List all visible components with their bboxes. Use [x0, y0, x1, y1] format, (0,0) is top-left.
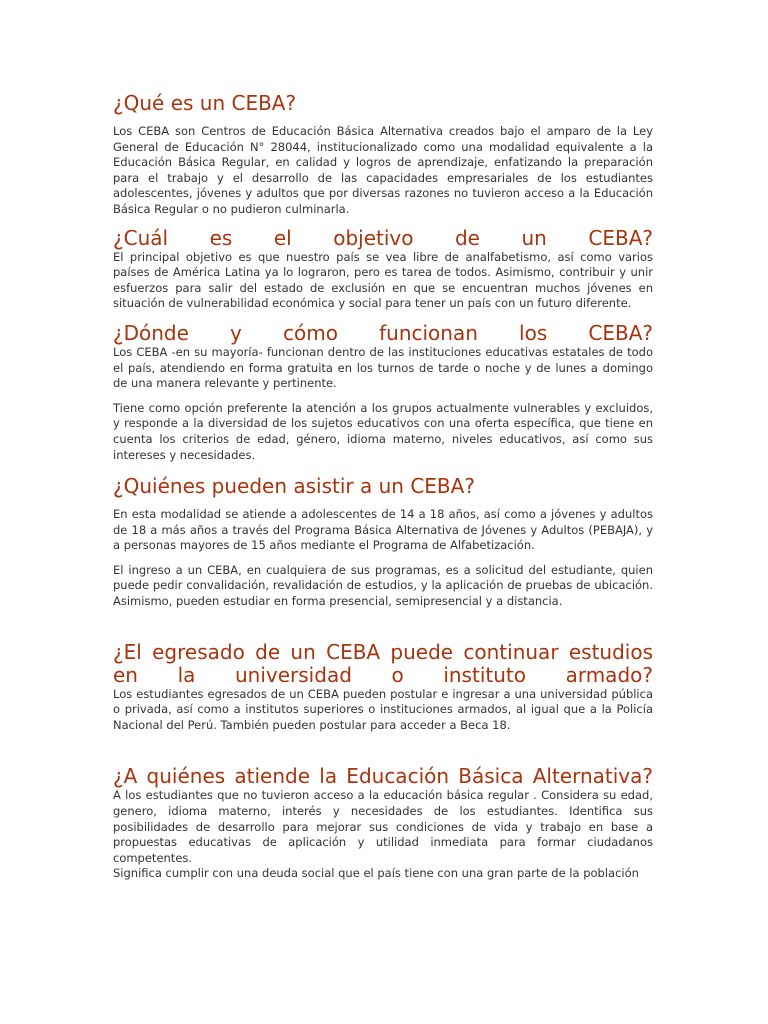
section-heading: ¿Cuál es el objetivo de un CEBA? [113, 225, 653, 250]
section-paragraph: Los estudiantes egresados de un CEBA pueden postular e ingresar a una universidad pública o privada, así como a institutos superiores o instituciones armados, al igual que a la Policía Nacional del Perú. También pueden postular para acceder a Beca 18. [113, 686, 653, 732]
section-paragraph: Significa cumplir con una deuda social que el país tiene con una gran parte de la población [113, 866, 639, 881]
section-paragraph: Los CEBA -en su mayoría- funcionan dentro de las instituciones educativas estatales de todo el país, atendiendo en forma gratuita en los turnos de tarde o noche y de lunes a domingo de una manera relevante y pertinente. [113, 344, 653, 391]
section-paragraph: El ingreso a un CEBA, en cualquiera de sus programas, es a solicitud del estudiante, quien puede pedir convalidación, revalidación de estudios, y la aplicación de pruebas de ubicación. Asimismo, pueden estudiar en forma presencial, semipresencial y a distancia. [113, 562, 653, 609]
section-heading: ¿Qué es un CEBA? [113, 91, 297, 115]
section-paragraph: En esta modalidad se atiende a adolescentes de 14 a 18 años, así como a jóvenes y adultos de 18 a más años a través del Programa Básica Alternativa de Jóvenes y Adultos (PEBAJA), y a personas mayores de 15 años mediante el Programa de Alfabetización. [113, 507, 653, 553]
section-quienes-pueden-asistir [113, 475, 653, 610]
section-heading: ¿El egresado de un CEBA puede continuar estudios en la universidad o instituto armado? [113, 639, 653, 687]
section-a-quienes-atiende [113, 765, 653, 882]
document-page [113, 92, 653, 882]
section-heading: ¿A quiénes atiende la Educación Básica Alternativa? [113, 764, 653, 789]
section-paragraph: A los estudiantes que no tuvieron acceso a la educación básica regular . Considera su edad, genero, idioma materno, interés y necesidades de los estudiantes. Identifica sus posibilidades de desarrollo para mejorar sus condiciones de vida y trabajo en base a propuestas educativas de aplicación y utilidad inmediata para formar ciudadanos competentes. [113, 788, 653, 865]
section-donde-como-funcionan [113, 322, 653, 463]
section-heading: ¿Dónde y cómo funcionan los CEBA? [113, 320, 653, 345]
section-egresado-continuar-estudios [113, 641, 653, 734]
section-paragraph: El principal objetivo es que nuestro país se vea libre de analfabetismo, así como varios países de América Latina ya lo lograron, pero es tarea de todos. Asimismo, contribuir y unir esfuerzos para salir del estado de exclusión en que se encuentran muchos jóvenes en situación de vulnerabilidad económica y social para tener un país con un futuro diferente. [113, 249, 653, 311]
section-paragraph: Los CEBA son Centros de Educación Básica Alternativa creados bajo el amparo de la Ley General de Educación N° 28044, institucionalizado como una modalidad equivalente a la Educación Básica Regular, en calidad y logros de aprendizaje, enfatizando la preparación para el trabajo y el desarrollo de las capacidades empresariales de los estudiantes adolescentes, jóvenes y adultos que por diversas razones no tuvieron acceso a la Educación Básica Regular o no pudieron culminarla. [113, 124, 653, 216]
section-que-es-ceba [113, 92, 653, 218]
section-heading: ¿Quiénes pueden asistir a un CEBA? [113, 474, 475, 499]
section-objetivo-ceba [113, 227, 653, 312]
section-paragraph: Tiene como opción preferente la atención a los grupos actualmente vulnerables y excluidos, y responde a la diversidad de los sujetos educativos con una oferta específica, que tiene en cuenta los criterios de edad, género, idioma materno, niveles educativos, así como sus intereses y necesidades. [113, 400, 653, 462]
